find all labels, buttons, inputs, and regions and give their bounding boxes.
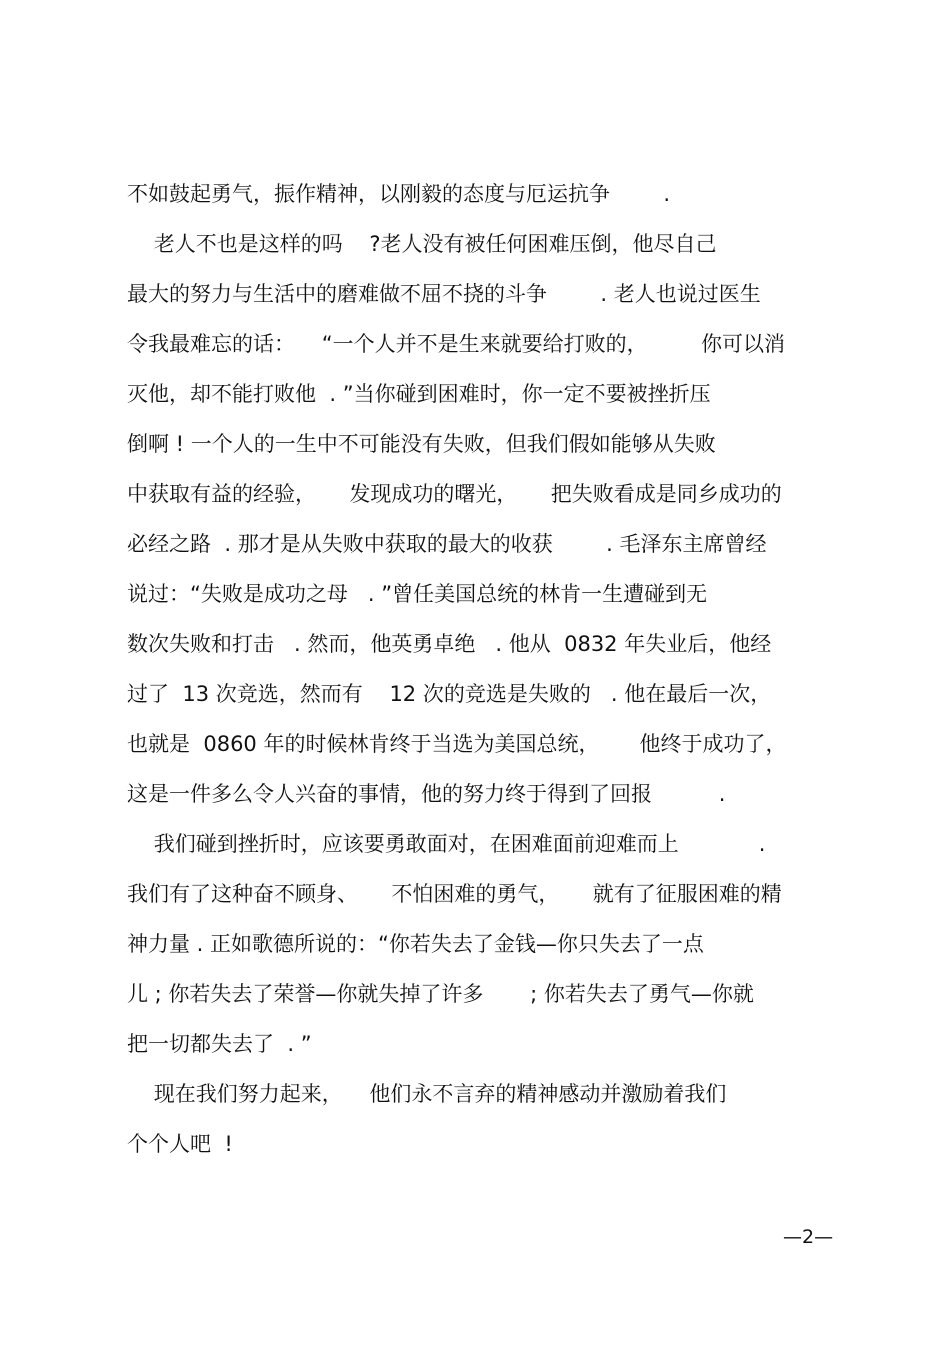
text-line: 数次失败和打击 . 然而，他英勇卓绝 . 他从 0832 年失业后，他经 [127,632,772,656]
text-line: 说过：“失败是成功之母 . ”曾任美国总统的林肯一生遭碰到无 [127,582,708,606]
text-line: 这是一件多么令人兴奋的事情，他的努力终于得到了回报 . [127,782,726,806]
page-number: —2— [783,1226,834,1248]
text-line: 令我最难忘的话： “一个人并不是生来就要给打败的， 你可以消 [127,332,785,356]
text-line: 灭他，却不能打败他 . ”当你碰到困难时，你一定不要被挫折压 [127,382,711,406]
text-line: 把一切都失去了 . ” [127,1032,312,1056]
text-line: 我们碰到挫折时，应该要勇敢面对，在困难面前迎难而上 . [127,832,766,856]
text-line: 我们有了这种奋不顾身、 不怕困难的勇气， 就有了征服困难的精 [127,882,782,906]
text-line: 神力量 . 正如歌德所说的：“你若失去了金钱—你只失去了一点 [127,932,704,956]
text-line: 倒啊 ! 一个人的一生中不可能没有失败，但我们假如能够从失败 [127,432,716,456]
text-line: 过了 13 次竞选，然而有 12 次的竞选是失败的 . 他在最后一次， [127,682,772,706]
text-line: 中获取有益的经验， 发现成功的曙光， 把失败看成是同乡成功的 [127,482,782,506]
text-line: 最大的努力与生活中的磨难做不屈不挠的斗争 . 老人也说过医生 [127,282,761,306]
text-line: 儿 ; 你若失去了荣誉—你就失掉了许多 ; 你若失去了勇气—你就 [127,982,754,1006]
text-line: 个个人吧 ! [127,1132,233,1156]
text-line: 现在我们努力起来， 他们永不言弃的精神感动并激励着我们 [127,1082,727,1106]
text-line: 必经之路 . 那才是从失败中获取的最大的收获 . 毛泽东主席曾经 [127,532,767,556]
text-line: 也就是 0860 年的时候林肯终于当选为美国总统， 他终于成功了， [127,732,787,756]
text-line: 不如鼓起勇气，振作精神，以刚毅的态度与厄运抗争 . [127,182,671,206]
text-line: 老人不也是这样的吗 ?老人没有被任何困难压倒，他尽自己 [127,232,717,256]
